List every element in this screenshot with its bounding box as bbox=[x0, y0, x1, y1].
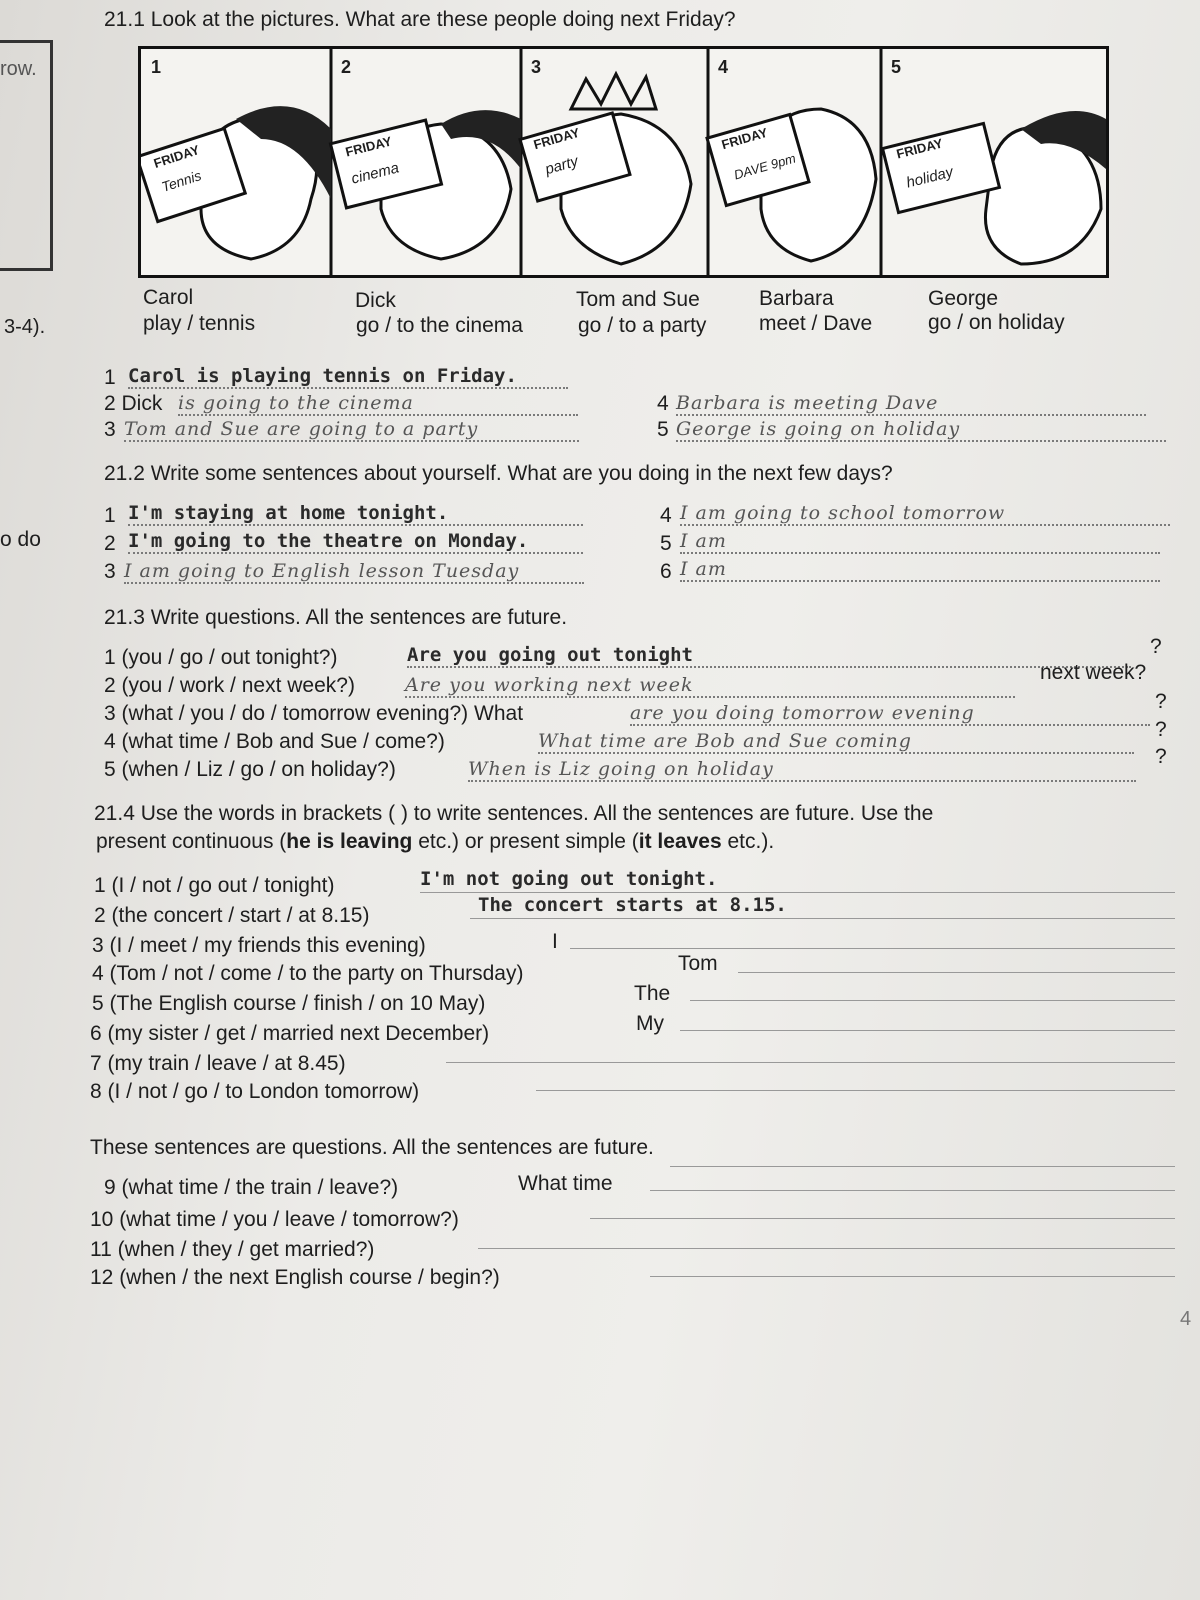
ex3-q5-qmark: ? bbox=[1155, 745, 1167, 768]
panel-5-sign-top: FRIDAY bbox=[894, 135, 945, 162]
ex4-s9-prompt: 9 (what time / the train / leave?) bbox=[104, 1176, 399, 1199]
ex4-s5-prompt: 5 (The English course / finish / on 10 May) bbox=[92, 992, 486, 1015]
ex4-s2-prompt: 2 (the concert / start / at 8.15) bbox=[94, 904, 370, 927]
ex3-q1-prompt: 1 (you / go / out tonight?) bbox=[104, 646, 338, 669]
ex4-s7-prompt: 7 (my train / leave / at 8.45) bbox=[90, 1052, 346, 1075]
person-activity-3: go / to a party bbox=[578, 314, 707, 337]
ex4-s5-line[interactable] bbox=[690, 1000, 1175, 1001]
ex3-q1-answer[interactable]: Are you going out tonight bbox=[407, 644, 1131, 668]
answer-4-text[interactable]: Barbara is meeting Dave bbox=[676, 392, 1146, 416]
answer-3-text[interactable]: Tom and Sue are going to a party bbox=[124, 418, 579, 442]
ex3-q5-prompt: 5 (when / Liz / go / on holiday?) bbox=[104, 758, 396, 781]
ex2-item-6-text[interactable]: I am bbox=[680, 558, 1160, 582]
ex4-s4-start: Tom bbox=[678, 952, 718, 975]
answer-4-number: 4 bbox=[657, 392, 669, 415]
ex3-q1-qmark: ? bbox=[1150, 635, 1162, 658]
ex4-s6-start: My bbox=[636, 1012, 664, 1035]
ex4-s1-answer[interactable]: I'm not going out tonight. bbox=[420, 868, 718, 890]
panel-2-sign-top: FRIDAY bbox=[343, 133, 394, 160]
ex4-s1-prompt: 1 (I / not / go out / tonight) bbox=[94, 874, 335, 897]
margin-text-ref: 3-4). bbox=[4, 316, 46, 338]
ex2-item-5-text[interactable]: I am bbox=[680, 530, 1160, 554]
ex3-q2-prompt: 2 (you / work / next week?) bbox=[104, 674, 355, 697]
person-name-1: Carol bbox=[143, 286, 194, 309]
ex2-item-1-text[interactable]: I'm staying at home tonight. bbox=[128, 502, 583, 526]
panel-1-number: 1 bbox=[151, 57, 162, 77]
panel-1-sign-top: FRIDAY bbox=[151, 142, 202, 171]
ex4-s7-line[interactable] bbox=[446, 1062, 1175, 1063]
ex4-s6-prompt: 6 (my sister / get / married next December) bbox=[90, 1022, 490, 1045]
answer-1-text[interactable]: Carol is playing tennis on Friday. bbox=[128, 365, 568, 389]
ex4-s8-prompt: 8 (I / not / go / to London tomorrow) bbox=[90, 1080, 420, 1103]
ex2-item-2-text[interactable]: I'm going to the theatre on Monday. bbox=[128, 530, 583, 554]
person-activity-2: go / to the cinema bbox=[356, 314, 523, 337]
answer-2-number: 2 Dick bbox=[104, 392, 163, 415]
panel-5-number: 5 bbox=[891, 57, 902, 77]
ex4-s1-line bbox=[420, 892, 1175, 893]
person-activity-5: go / on holiday bbox=[928, 311, 1065, 334]
ex3-q4-qmark: ? bbox=[1155, 718, 1167, 741]
panel-2-sign-bottom: cinema bbox=[349, 159, 401, 188]
ex4-intro-line bbox=[670, 1166, 1175, 1167]
exercise-21-4-title-line2: present continuous (he is leaving etc.) or present simple (it leaves etc.). bbox=[96, 830, 775, 853]
answer-5-number: 5 bbox=[657, 418, 669, 441]
panel-5-sign-bottom: holiday bbox=[904, 163, 955, 192]
answer-5-text[interactable]: George is going on holiday bbox=[676, 418, 1166, 442]
margin-text-row: row. bbox=[0, 58, 37, 80]
ex4-s11-line[interactable] bbox=[478, 1248, 1175, 1249]
ex2-item-3-number: 3 bbox=[104, 560, 116, 583]
exercise-21-4-title-line1: 21.4 Use the words in brackets ( ) to write sentences. All the sentences are future. Use the bbox=[94, 802, 934, 825]
panel-4-number: 4 bbox=[718, 57, 729, 77]
panel-1-sign-bottom: Tennis bbox=[159, 167, 204, 195]
person-name-5: George bbox=[928, 287, 999, 310]
ex3-q3-prompt: 3 (what / you / do / tomorrow evening?) What bbox=[104, 702, 524, 725]
ex3-q4-prompt: 4 (what time / Bob and Sue / come?) bbox=[104, 730, 445, 753]
person-activity-1: play / tennis bbox=[143, 312, 256, 335]
ex3-q4-answer[interactable]: What time are Bob and Sue coming bbox=[538, 730, 1134, 754]
exercise-21-3-title: 21.3 Write questions. All the sentences are future. bbox=[104, 606, 568, 629]
ex4-s6-line[interactable] bbox=[680, 1030, 1175, 1031]
answer-1-number: 1 bbox=[104, 366, 116, 389]
ex2-item-2-number: 2 bbox=[104, 532, 116, 555]
picture-strip-drawing bbox=[141, 49, 1106, 275]
ex3-q3-qmark: ? bbox=[1155, 690, 1167, 713]
ex4-s8-line[interactable] bbox=[536, 1090, 1175, 1091]
panel-2-number: 2 bbox=[341, 57, 352, 77]
ex3-q2-ending: next week? bbox=[1040, 661, 1147, 684]
ex2-item-5-number: 5 bbox=[660, 532, 672, 555]
answer-3-number: 3 bbox=[104, 418, 116, 441]
ex4-s9-line[interactable] bbox=[650, 1190, 1175, 1191]
exercise-21-2-title: 21.2 Write some sentences about yourself. What are you doing in the next few days? bbox=[104, 462, 893, 485]
ex3-q3-answer[interactable]: are you doing tomorrow evening bbox=[630, 702, 1150, 726]
panel-3-number: 3 bbox=[531, 57, 542, 77]
ex4-s3-prompt: 3 (I / meet / my friends this evening) bbox=[92, 934, 426, 957]
ex2-item-4-text[interactable]: I am going to school tomorrow bbox=[680, 502, 1170, 526]
ex4-s12-prompt: 12 (when / the next English course / begin?) bbox=[90, 1266, 500, 1289]
page-corner-number: 4 bbox=[1180, 1308, 1192, 1330]
ex4-s10-line[interactable] bbox=[590, 1218, 1175, 1219]
ex3-q2-answer[interactable]: Are you working next week bbox=[405, 674, 1015, 698]
ex4-s12-line[interactable] bbox=[650, 1276, 1175, 1277]
ex2-item-1-number: 1 bbox=[104, 504, 116, 527]
person-activity-4: meet / Dave bbox=[759, 312, 873, 335]
ex2-item-6-number: 6 bbox=[660, 560, 672, 583]
panel-4-sign-bottom: DAVE 9pm bbox=[732, 150, 798, 183]
ex4-s3-line[interactable] bbox=[570, 948, 1175, 949]
person-name-3: Tom and Sue bbox=[576, 288, 700, 311]
ex4-s3-start: I bbox=[552, 930, 558, 953]
ex4-s10-prompt: 10 (what time / you / leave / tomorrow?) bbox=[90, 1208, 459, 1231]
ex4-s5-start: The bbox=[634, 982, 671, 1005]
panel-4-sign-top: FRIDAY bbox=[719, 124, 770, 153]
picture-strip bbox=[138, 46, 1109, 278]
ex4-s4-line[interactable] bbox=[738, 972, 1175, 973]
ex4-s2-line bbox=[470, 918, 1175, 919]
margin-text-do: o do bbox=[0, 528, 41, 551]
person-name-4: Barbara bbox=[759, 287, 834, 310]
ex4-s11-prompt: 11 (when / they / get married?) bbox=[90, 1238, 375, 1261]
ex4-s2-answer[interactable]: The concert starts at 8.15. bbox=[478, 894, 787, 916]
panel-3-sign-top: FRIDAY bbox=[531, 124, 582, 153]
panel-3-sign-bottom: party bbox=[543, 152, 581, 179]
answer-2-text[interactable]: is going to the cinema bbox=[178, 392, 578, 416]
exercise-21-1-title: 21.1 Look at the pictures. What are these people doing next Friday? bbox=[104, 8, 736, 31]
person-name-2: Dick bbox=[355, 289, 396, 312]
ex4-s4-prompt: 4 (Tom / not / come / to the party on Thursday) bbox=[92, 962, 524, 985]
ex2-item-4-number: 4 bbox=[660, 504, 672, 527]
ex4-questions-intro: These sentences are questions. All the sentences are future. bbox=[90, 1136, 654, 1159]
ex3-q5-answer[interactable]: When is Liz going on holiday bbox=[468, 758, 1136, 782]
ex2-item-3-text[interactable]: I am going to English lesson Tuesday bbox=[124, 560, 584, 584]
ex4-s9-start: What time bbox=[518, 1172, 613, 1195]
